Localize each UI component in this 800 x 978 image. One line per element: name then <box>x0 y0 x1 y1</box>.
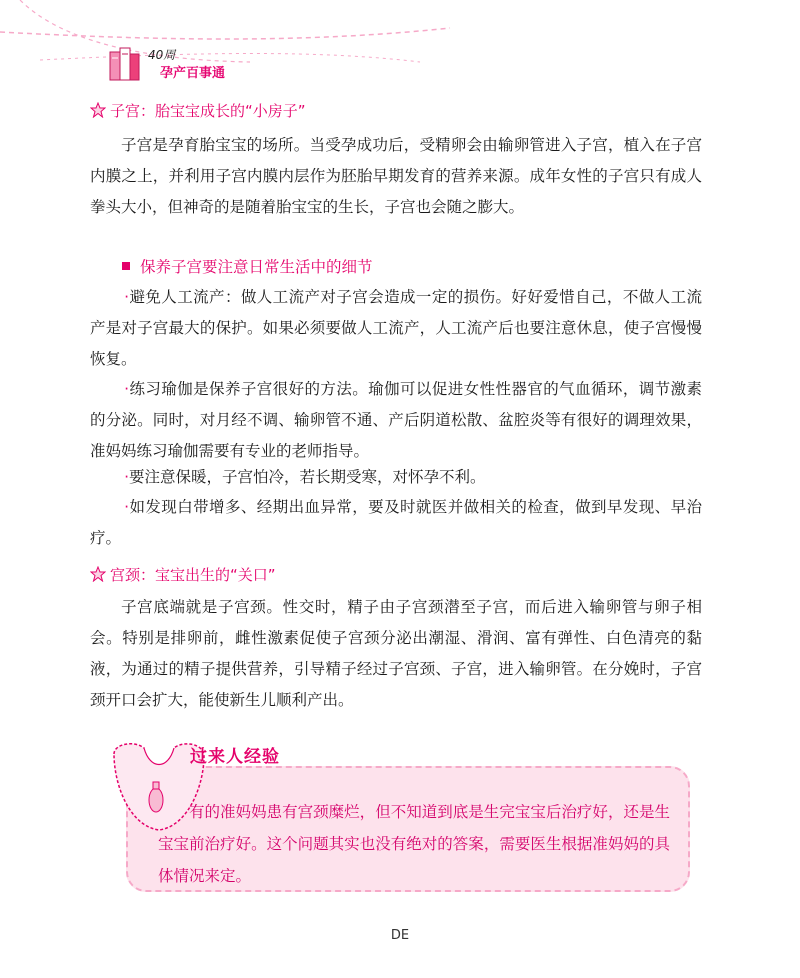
bullet-dot-icon: · <box>124 468 130 486</box>
square-bullet-icon <box>122 262 130 270</box>
bullet-item <box>90 282 702 375</box>
star-icon <box>90 566 106 582</box>
books-icon <box>108 42 142 82</box>
bullet-dot-icon: · <box>124 380 130 398</box>
bullet-dot-icon: · <box>124 288 130 306</box>
bullet-text: 练习瑜伽是保养子宫很好的方法。瑜伽可以促进女性性器官的气血循环，调节激素的分泌。同时，对月经不调、输卵管不通、产后阴道松散、盆腔炎等有很好的调理效果，准妈妈练习瑜伽需要有专业的老师指导。 <box>90 380 702 460</box>
bullet-text: 避免人工流产：做人工流产对子宫会造成一定的损伤。好好爱惜自己，不做人工流产是对子宫最大的保护。如果必须要做人工流产，人工流产后也要注意休息，使子宫慢慢恢复。 <box>90 288 702 368</box>
bullet-item <box>90 492 702 554</box>
subsection-heading <box>122 255 373 277</box>
tip-title: 过来人经验 <box>190 747 280 767</box>
tip-text: 有的准妈妈患有宫颈糜烂，但不知道到底是生完宝宝后治疗好，还是生宝宝前治疗好。这个问题其实也没有绝对的答案，需要医生根据准妈妈的具体情况来定。 <box>158 803 670 885</box>
section-paragraph-uterus: 子宫是孕育胎宝宝的场所。当受孕成功后，受精卵会由输卵管进入子宫，植入在子宫内膜之上，并利用子宫内膜内层作为胚胎早期发育的营养来源。成年女性的子宫只有成人拳头大小，但神奇的是随着胎宝宝的生长，子宫也会随之膨大。 <box>90 136 702 216</box>
section-paragraph-cervix: 子宫底端就是子宫颈。性交时，精子由子宫颈潜至子宫，而后进入输卵管与卵子相会。特别是排卵前，雌性激素促使子宫颈分泌出潮湿、滑润、富有弹性、白色清亮的黏液，为通过的精子提供营养，引导精子经过子宫颈、子宫，进入输卵管。在分娩时，子宫颈开口会扩大，能使新生儿顺利产出。 <box>90 598 702 709</box>
section-heading-cervix <box>90 564 276 585</box>
bullet-text: 要注意保暖，子宫怕冷，若长期受寒，对怀孕不利。 <box>129 468 486 486</box>
page-number: DE <box>390 928 410 943</box>
bullet-item <box>90 462 702 493</box>
bullet-text: 如发现白带增多、经期出血异常，要及时就医并做相关的检查，做到早发现、早治疗。 <box>90 498 702 547</box>
bullet-dot-icon: · <box>124 498 130 516</box>
subsection-heading-text: 保养子宫要注意日常生活中的细节 <box>140 258 373 276</box>
section-heading-text: 子宫：胎宝宝成长的“小房子” <box>110 102 306 120</box>
book-title: 40周 <box>148 48 176 62</box>
book-subtitle: 孕产百事通 <box>160 66 226 81</box>
star-icon <box>90 102 106 118</box>
bullet-item <box>90 374 702 467</box>
section-heading-uterus <box>90 100 306 121</box>
section-heading-text: 宫颈：宝宝出生的“关口” <box>110 566 276 584</box>
